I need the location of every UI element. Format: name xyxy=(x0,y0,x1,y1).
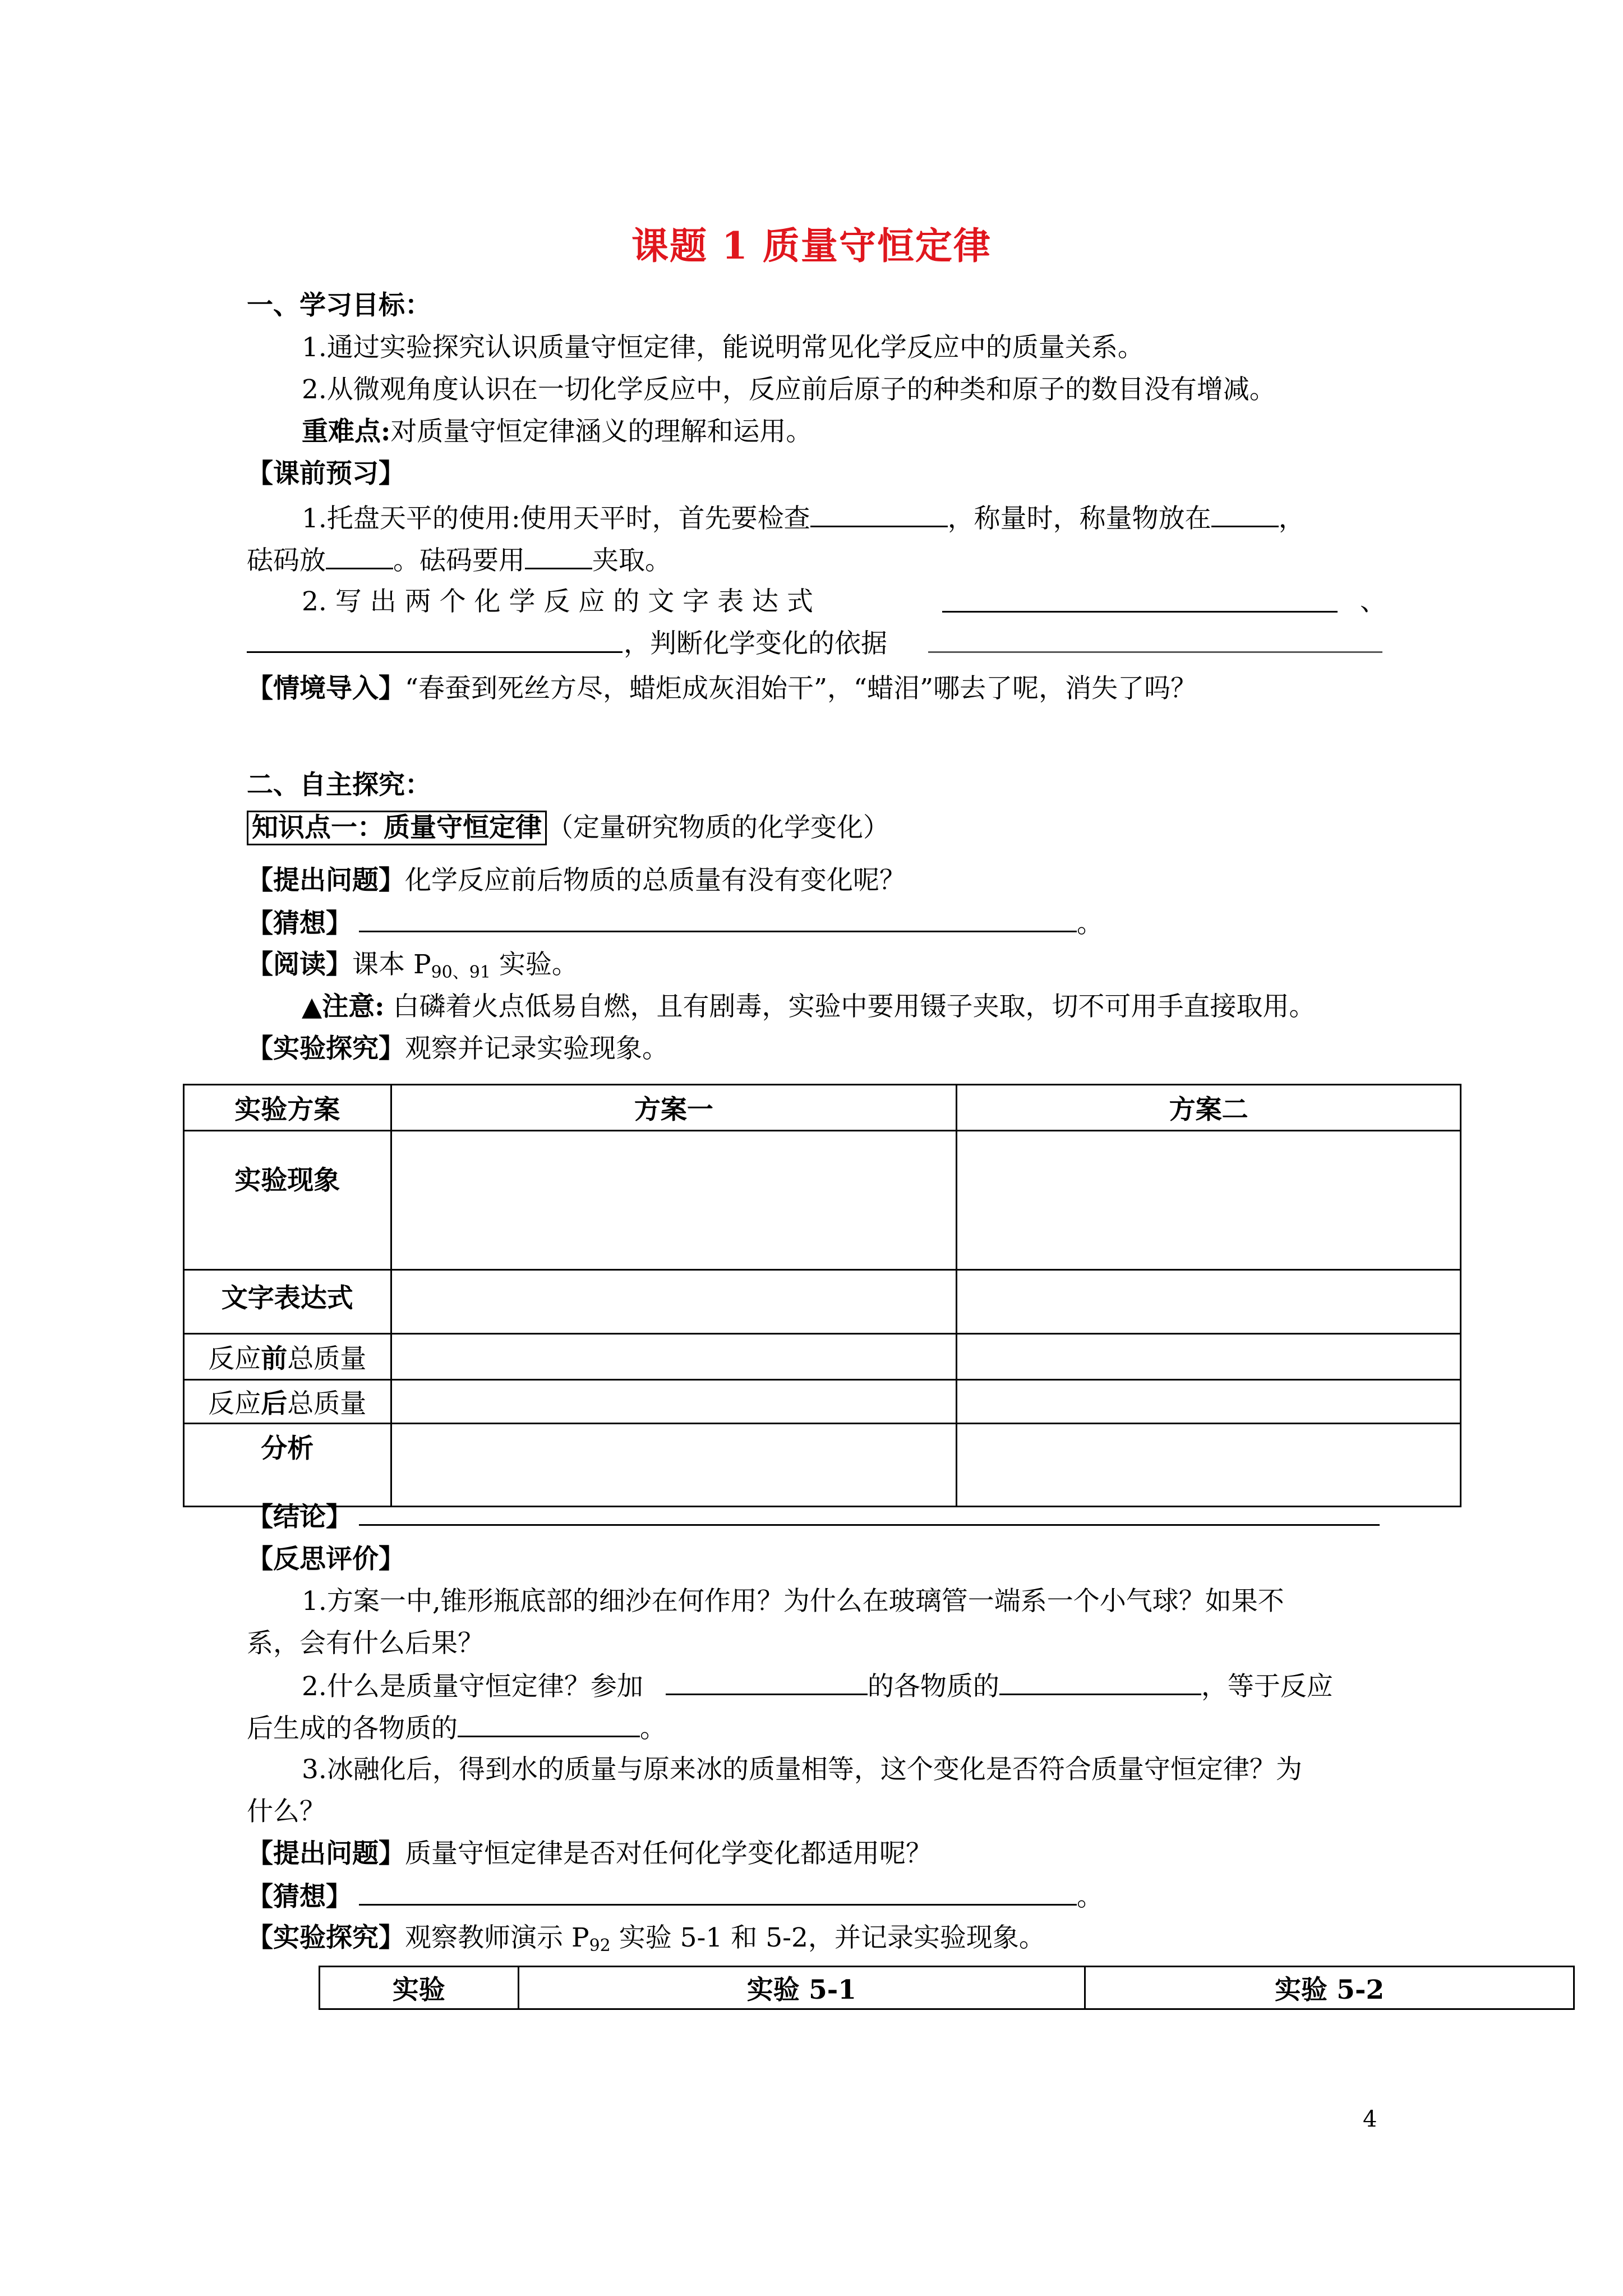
table-cell-input[interactable] xyxy=(957,1424,1461,1507)
question-label: 【提出问题】 xyxy=(247,1838,405,1869)
reflection-q2-text-d: 后生成的各物质的 xyxy=(247,1713,458,1744)
experiment-table xyxy=(183,1084,1461,1507)
question-text: 化学反应前后物质的总质量有没有变化呢？ xyxy=(405,865,906,896)
preview-q1-text-b: ，称量时，称量物放在 xyxy=(947,503,1211,534)
reflection-q1-line1: 1.方案一中,锥形瓶底部的细沙在何作用？为什么在玻璃管一端系一个小气球？如果不 xyxy=(302,1586,1284,1617)
answer-blank[interactable] xyxy=(999,1669,1201,1695)
answer-blank[interactable] xyxy=(359,906,1077,932)
question-label: 【提出问题】 xyxy=(247,865,405,896)
preview-q1-text-e: 。砝码要用 xyxy=(393,545,525,576)
table-cell-input[interactable] xyxy=(391,1424,957,1507)
question-text: 质量守恒定律是否对任何化学变化都适用呢？ xyxy=(405,1838,932,1869)
row-label-part: 前 xyxy=(261,1343,288,1374)
scene-label: 【情境导入】 xyxy=(247,673,405,704)
reflection-q2-text-e: 。 xyxy=(640,1713,666,1744)
table-cell-input[interactable] xyxy=(391,1270,957,1334)
scene-text: “春蚕到死丝方尽，蜡炬成灰泪始干”，“蜡泪”哪去了呢，消失了吗？ xyxy=(405,673,1197,704)
hypothesis-label: 【猜想】 xyxy=(247,908,352,939)
answer-blank[interactable] xyxy=(666,1669,868,1695)
preview-q1-line1 xyxy=(302,501,1380,536)
table-cell-input[interactable] xyxy=(391,1334,957,1380)
key-points-label: 重难点: xyxy=(302,416,391,447)
reading xyxy=(247,948,1380,990)
answer-blank[interactable] xyxy=(247,627,623,653)
demo-experiment-table xyxy=(319,1966,1575,2010)
table-cell-input[interactable] xyxy=(957,1131,1461,1270)
question-1 xyxy=(247,864,1380,898)
preview-q1-line2 xyxy=(247,543,1380,578)
key-points-text: 对质量守恒定律涵义的理解和运用。 xyxy=(390,416,813,447)
reflection-q3-line1: 3.冰融化后，得到水的质量与原来冰的质量相等，这个变化是否符合质量守恒定律？为 xyxy=(302,1754,1302,1785)
reflection-q2-line2 xyxy=(247,1711,1380,1746)
answer-blank[interactable] xyxy=(359,1499,1380,1526)
preview-q1-text-f: 夹取。 xyxy=(592,545,671,576)
scene-intro xyxy=(247,672,1380,706)
reflection-q2-line1 xyxy=(302,1669,1380,1704)
knowledge-point-note: （定量研究物质的化学变化） xyxy=(547,812,889,843)
section-heading-goals: 一、学习目标： xyxy=(247,290,431,321)
hypothesis-period: 。 xyxy=(1077,1881,1103,1912)
safety-note-label: ▲注意: xyxy=(302,991,385,1022)
preview-q2-text-a: 2. 写 出 两 个 化 学 反 应 的 文 字 表 达 式 xyxy=(302,586,814,617)
key-points xyxy=(302,415,1380,449)
row-label-part: 后 xyxy=(261,1388,288,1419)
reflection-heading: 【反思评价】 xyxy=(247,1544,405,1575)
hypothesis-period: 。 xyxy=(1077,908,1103,939)
goal-1: 1.通过实验探究认识质量守恒定律，能说明常见化学反应中的质量关系。 xyxy=(302,332,1144,363)
row-label-part: 总质量 xyxy=(287,1343,367,1374)
experiment-text: 观察并记录实验现象。 xyxy=(405,1033,668,1064)
row-label-mass-after xyxy=(184,1380,391,1424)
experiment-text-a: 观察教师演示 P xyxy=(405,1922,589,1953)
reflection-q2-text-c: ，等于反应 xyxy=(1201,1671,1333,1702)
reflection-q3-line2: 什么？ xyxy=(247,1796,326,1827)
question-2 xyxy=(247,1837,1380,1871)
safety-note-text: 白磷着火点低易自燃，且有剧毒，实验中要用镊子夹取，切不可用手直接取用。 xyxy=(384,991,1316,1022)
table-header-cell: 实验方案 xyxy=(184,1085,391,1131)
answer-blank[interactable] xyxy=(458,1711,640,1737)
hypothesis-label: 【猜想】 xyxy=(247,1881,352,1912)
reflection-q2-text-a: 2.什么是质量守恒定律？参加 xyxy=(302,1671,643,1702)
hypothesis-2 xyxy=(247,1879,1380,1914)
preview-q1-text-c: ， xyxy=(1278,503,1305,534)
page-title: 课题 1 质量守恒定律 xyxy=(631,224,992,268)
conclusion xyxy=(247,1499,1380,1534)
hypothesis-1 xyxy=(247,906,1380,941)
experiment-page: 92 xyxy=(589,1936,611,1955)
preview-q1-text-a: 1.托盘天平的使用:使用天平时，首先要检查 xyxy=(302,503,810,534)
answer-blank[interactable] xyxy=(525,543,592,569)
answer-blank[interactable] xyxy=(942,586,1338,613)
reading-text-a: 课本 P xyxy=(352,949,431,980)
answer-blank[interactable] xyxy=(810,501,948,527)
answer-blank[interactable] xyxy=(326,543,393,569)
row-label-part: 总质量 xyxy=(287,1388,367,1419)
row-label-mass-before xyxy=(184,1334,391,1380)
knowledge-point-1 xyxy=(247,811,1380,845)
reading-label: 【阅读】 xyxy=(247,949,352,980)
experiment-label: 【实验探究】 xyxy=(247,1922,405,1953)
row-label-part: 反应 xyxy=(208,1343,261,1374)
reading-pages: 90、91 xyxy=(431,963,491,982)
knowledge-point-label: 知识点一：质量守恒定律 xyxy=(247,811,547,845)
row-label-part: 反应 xyxy=(208,1388,261,1419)
preview-q2-comma: 、 xyxy=(1360,586,1386,617)
table-cell-input[interactable] xyxy=(957,1270,1461,1334)
row-label-analysis: 分析 xyxy=(184,1424,391,1507)
table-header-cell: 实验 xyxy=(320,1967,519,2009)
preview-q1-text-d: 砝码放 xyxy=(247,545,326,576)
page-number: 4 xyxy=(1363,2106,1377,2132)
experiment-label: 【实验探究】 xyxy=(247,1033,405,1064)
experiment-text-b: 实验 5-1 和 5-2，并记录实验现象。 xyxy=(610,1922,1045,1953)
preview-q2-text-c: ，判断化学变化的依据 xyxy=(624,628,887,659)
reading-text-b: 实验。 xyxy=(490,949,578,980)
reflection-q1-line2: 系，会有什么后果？ xyxy=(247,1628,484,1659)
table-header-cell: 方案一 xyxy=(391,1085,957,1131)
table-cell-input[interactable] xyxy=(391,1380,957,1424)
row-label-observations: 实验现象 xyxy=(184,1131,391,1270)
table-header-cell: 方案二 xyxy=(957,1085,1461,1131)
reflection-q2-text-b: 的各物质的 xyxy=(867,1671,999,1702)
preview-heading: 【课前预习】 xyxy=(247,458,405,489)
table-header-cell: 实验 5-1 xyxy=(518,1967,1085,2009)
answer-blank[interactable] xyxy=(1211,501,1279,527)
safety-note xyxy=(302,990,1380,1024)
goal-2: 2.从微观角度认识在一切化学反应中，反应前后原子的种类和原子的数目没有增减。 xyxy=(302,374,1276,405)
experiment-1 xyxy=(247,1032,1380,1066)
table-cell-input[interactable] xyxy=(391,1131,957,1270)
answer-blank[interactable] xyxy=(359,1879,1077,1906)
row-label-word-equation: 文字表达式 xyxy=(184,1270,391,1334)
section-heading-explore: 二、自主探究： xyxy=(247,770,431,800)
experiment-2 xyxy=(247,1921,1380,1963)
conclusion-label: 【结论】 xyxy=(247,1502,352,1533)
table-header-cell: 实验 5-2 xyxy=(1085,1967,1574,2009)
answer-blank[interactable] xyxy=(928,627,1382,653)
table-cell-input[interactable] xyxy=(957,1380,1461,1424)
table-cell-input[interactable] xyxy=(957,1334,1461,1380)
